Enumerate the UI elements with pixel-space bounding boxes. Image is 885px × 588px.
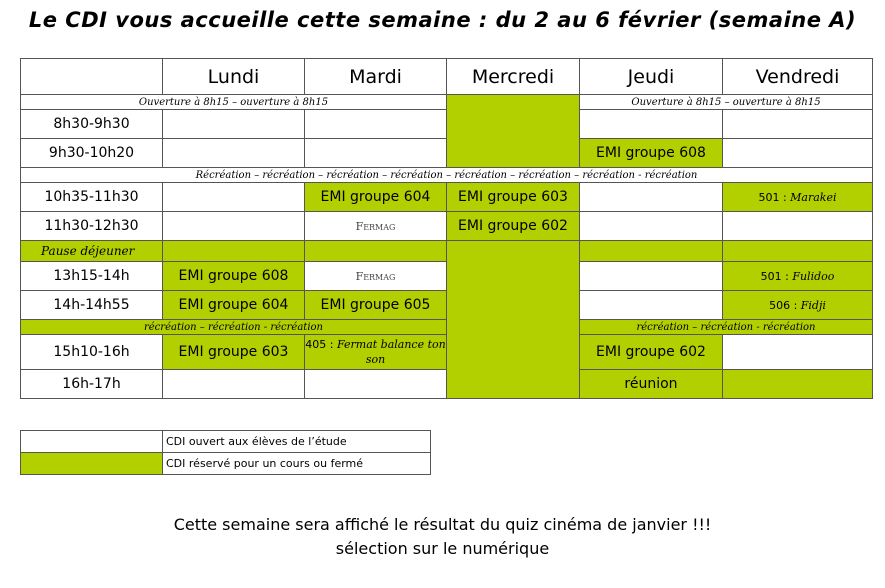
cell-vendredi-t8 xyxy=(723,370,873,399)
cell-jeudi-t4 xyxy=(580,212,723,241)
time-t7: 15h10-16h xyxy=(21,335,163,370)
cell-lundi-t1 xyxy=(163,110,305,139)
cell-vendredi-t7 xyxy=(723,335,873,370)
time-t2: 9h30-10h20 xyxy=(21,139,163,168)
cell-vendredi-t2 xyxy=(723,139,873,168)
day-header-mardi: Mardi xyxy=(305,59,447,95)
project-name: Fulidoo xyxy=(792,269,835,283)
legend-row-open xyxy=(21,431,431,453)
cell-lundi-t2 xyxy=(163,139,305,168)
pause-lundi xyxy=(163,241,305,262)
recreation-band-morning: Récréation – récréation – récréation – récréation – récréation – récréation – récréation - récréation xyxy=(21,168,873,183)
pause-jeudi xyxy=(580,241,723,262)
time-t8: 16h-17h xyxy=(21,370,163,399)
footer-line-1: Cette semaine sera affiché le résultat du quiz cinéma de janvier !!! xyxy=(173,515,712,534)
cell-mardi-t2 xyxy=(305,139,447,168)
cell-jeudi-t5 xyxy=(580,262,723,291)
cell-vendredi-t4 xyxy=(723,212,873,241)
mercredi-afternoon-closed xyxy=(447,241,580,399)
recreation-band-afternoon-right: récréation – récréation - récréation xyxy=(580,320,873,335)
recreation-band-afternoon-left: récréation – récréation - récréation xyxy=(21,320,447,335)
opening-row xyxy=(21,95,873,110)
cell-jeudi-t8: réunion xyxy=(580,370,723,399)
cell-mardi-t6: EMI groupe 605 xyxy=(305,291,447,320)
cell-vendredi-t5 xyxy=(723,262,873,291)
project-name: Fermat balance ton son xyxy=(336,338,446,366)
cell-mardi-t1 xyxy=(305,110,447,139)
opening-band-left: Ouverture à 8h15 – ouverture à 8h15 xyxy=(21,95,447,110)
cell-jeudi-t2: EMI groupe 608 xyxy=(580,139,723,168)
cell-lundi-t5: EMI groupe 608 xyxy=(163,262,305,291)
corner-cell xyxy=(21,59,163,95)
row-t4 xyxy=(21,212,873,241)
pause-label: Pause déjeuner xyxy=(21,241,163,262)
cell-mardi-t8 xyxy=(305,370,447,399)
cell-jeudi-t6 xyxy=(580,291,723,320)
cell-lundi-t7: EMI groupe 603 xyxy=(163,335,305,370)
cell-mardi-t5: Fermag xyxy=(305,262,447,291)
project-name: Fidji xyxy=(800,298,826,312)
cell-lundi-t8 xyxy=(163,370,305,399)
mercredi-morning-closed xyxy=(447,95,580,168)
cell-jeudi-t7: EMI groupe 602 xyxy=(580,335,723,370)
project-name: Marakei xyxy=(790,190,837,204)
legend-swatch-open xyxy=(21,431,163,453)
page-title: Le CDI vous accueille cette semaine : du 2 au 6 février (semaine A) xyxy=(28,8,857,32)
legend-row-reserved xyxy=(21,453,431,475)
time-t4: 11h30-12h30 xyxy=(21,212,163,241)
cell-vendredi-t6 xyxy=(723,291,873,320)
recreation-morning-row xyxy=(21,168,873,183)
cell-vendredi-t1 xyxy=(723,110,873,139)
cell-lundi-t4 xyxy=(163,212,305,241)
day-header-vendredi: Vendredi xyxy=(723,59,873,95)
time-t1: 8h30-9h30 xyxy=(21,110,163,139)
cell-mercredi-t4: EMI groupe 602 xyxy=(447,212,580,241)
class-number: 506 : xyxy=(769,298,798,312)
cell-mardi-t3: EMI groupe 604 xyxy=(305,183,447,212)
cell-mardi-t4: Fermag xyxy=(305,212,447,241)
schedule-table xyxy=(20,58,873,399)
day-header-lundi: Lundi xyxy=(163,59,305,95)
cell-jeudi-t3 xyxy=(580,183,723,212)
cell-mercredi-t3: EMI groupe 603 xyxy=(447,183,580,212)
legend-swatch-reserved xyxy=(21,453,163,475)
time-t5: 13h15-14h xyxy=(21,262,163,291)
legend-label-reserved: CDI réservé pour un cours ou fermé xyxy=(163,453,431,475)
header-row xyxy=(21,59,873,95)
cell-jeudi-t1 xyxy=(580,110,723,139)
class-number: 501 : xyxy=(758,190,787,204)
time-t3: 10h35-11h30 xyxy=(21,183,163,212)
pause-vendredi xyxy=(723,241,873,262)
legend-label-open: CDI ouvert aux élèves de l’étude xyxy=(163,431,431,453)
cell-lundi-t6: EMI groupe 604 xyxy=(163,291,305,320)
class-number: 501 : xyxy=(760,269,789,283)
time-t6: 14h-14h55 xyxy=(21,291,163,320)
pause-mardi xyxy=(305,241,447,262)
cell-lundi-t3 xyxy=(163,183,305,212)
day-header-mercredi: Mercredi xyxy=(447,59,580,95)
day-header-jeudi: Jeudi xyxy=(580,59,723,95)
opening-band-right: Ouverture à 8h15 – ouverture à 8h15 xyxy=(580,95,873,110)
row-t3 xyxy=(21,183,873,212)
footer-line-2: sélection sur le numérique xyxy=(335,539,550,558)
legend-table xyxy=(20,430,431,475)
pause-row xyxy=(21,241,873,262)
cell-vendredi-t3 xyxy=(723,183,873,212)
cell-mardi-t7 xyxy=(305,335,447,370)
class-number: 405 : xyxy=(305,338,334,351)
